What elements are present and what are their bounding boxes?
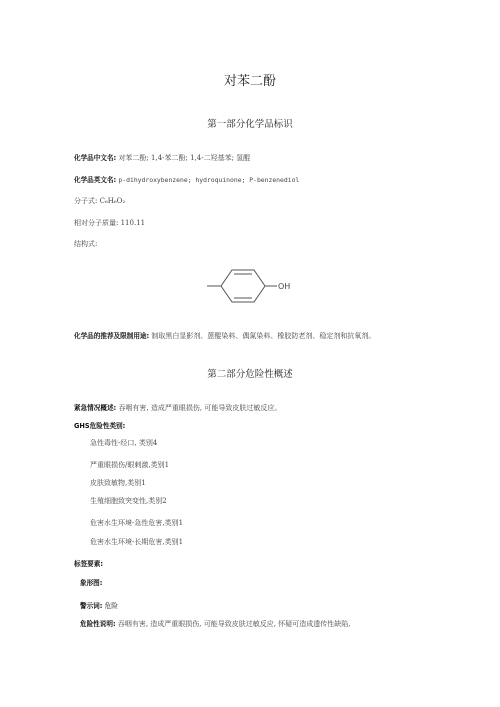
cn-name-row bbox=[74, 152, 250, 163]
molecular-formula: 分子式: C₆H₆O₂ bbox=[74, 197, 126, 205]
ghs-item: 严重眼损伤/眼刺激,类别1 bbox=[90, 461, 170, 469]
section-heading-identification: 第一部分化学品标识 bbox=[207, 119, 293, 130]
en-name-row bbox=[74, 174, 299, 184]
use-label: 化学品的推荐及限制用途: bbox=[74, 332, 150, 340]
use-row bbox=[74, 330, 375, 341]
emergency-row bbox=[74, 402, 281, 413]
signal-word-value: 危险 bbox=[104, 602, 118, 610]
structure-diagram bbox=[205, 262, 305, 310]
hazard-statement-value: 吞咽有害, 造成严重眼损伤, 可能导致皮肤过敏反应, 怀疑可造成遗传性缺陷, bbox=[117, 620, 351, 628]
en-name-value: p-dihydroxybenzene; hydroquinone; P-benzenediol bbox=[118, 176, 300, 184]
ghs-item: 危害水生环境-急性危害,类别1 bbox=[90, 519, 184, 527]
en-name-label: 化学品英文名: bbox=[74, 176, 117, 184]
emergency-value: 吞咽有害, 造成严重眼损伤, 可能导致皮肤过敏反应。 bbox=[118, 404, 282, 412]
ghs-item: 皮肤致敏物,类别1 bbox=[90, 479, 146, 487]
emergency-label: 紧急情况概述: bbox=[74, 404, 117, 412]
pictogram-label: 象形图: bbox=[80, 579, 103, 587]
benzene-ring-structure bbox=[205, 262, 305, 310]
cn-name-value: 对苯二酚; 1,4-苯二酚; 1,4-二羟基苯; 氢醌 bbox=[118, 154, 251, 162]
signal-word-label: 警示词: bbox=[80, 602, 103, 610]
label-elements-heading: 标签要素: bbox=[74, 560, 104, 568]
use-value: 制取黑白显影剂、蒽醌染料、偶氮染料、橡胶防老剂、稳定剂和抗氧剂。 bbox=[151, 332, 376, 340]
hazard-statement-label: 危险性说明: bbox=[80, 620, 116, 628]
oh-label: OH bbox=[278, 282, 291, 291]
molecular-weight: 相对分子质量: 110.11 bbox=[74, 219, 146, 227]
ghs-item: 危害水生环境-长期危害,类别1 bbox=[90, 538, 184, 546]
page-title: 对苯二酚 bbox=[223, 74, 276, 89]
section-heading-hazards: 第二部分危险性概述 bbox=[207, 369, 293, 380]
hexagon-ring bbox=[221, 270, 265, 302]
hazard-statement-row bbox=[80, 618, 350, 629]
signal-word-row bbox=[80, 600, 118, 610]
structure-label: 结构式: bbox=[74, 240, 98, 248]
cn-name-label: 化学品中文名: bbox=[74, 154, 117, 162]
ghs-item: 急性毒性-经口, 类别4 bbox=[90, 439, 158, 447]
ghs-label: GHS危险性类别: bbox=[74, 422, 126, 430]
ghs-item: 生殖细胞致突变性,类别2 bbox=[90, 497, 167, 505]
